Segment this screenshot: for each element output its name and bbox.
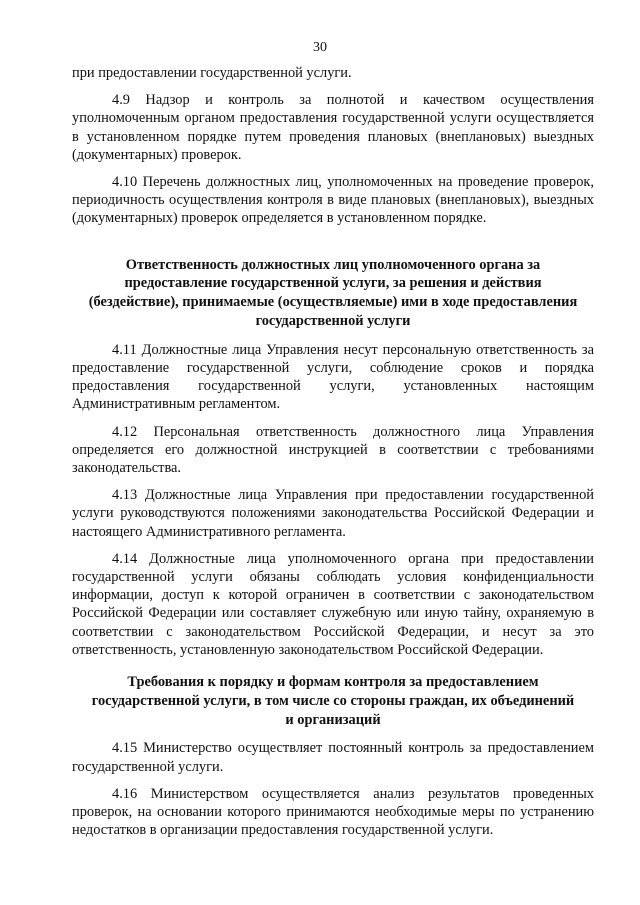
heading-line: и организаций [285,711,381,728]
heading-line: Ответственность должностных лиц уполномоченного органа за [125,256,541,273]
document-body [72,64,594,848]
section-heading-control-requirements [72,673,594,729]
heading-line: (бездействие), принимаемые (осуществляемые) ими в ходе предоставления [88,294,578,311]
heading-line: предоставление государственной услуги, за решения и действия [124,275,542,292]
clause-4-13: 4.13 Должностные лица Управления при предоставлении государственной услуги руководствуются положениями законодательства Российской Федерации и настоящего Административного регламента. [72,487,594,540]
heading-line: государственной услуги, в том числе со стороны граждан, их объединений [91,692,575,709]
clause-4-10: 4.10 Перечень должностных лиц, уполномоченных на проведение проверок, периодичность осуществления контроля в виде плановых (внеплановых), выездных (документарных) проверок определяется в установленном порядке. [72,174,594,227]
heading-line: государственной услуги [255,313,411,330]
continued-paragraph: при предоставлении государственной услуги. [72,65,352,81]
page-number: 30 [313,40,327,55]
clause-4-15: 4.15 Министерство осуществляет постоянный контроль за предоставлением государственной услуги. [72,740,594,775]
section-heading-responsibility [72,256,594,331]
clause-4-16: 4.16 Министерством осуществляется анализ результатов проведенных проверок, на основании которого принимаются необходимые меры по устранению недостатков в организации предоставления государственной услуги. [72,785,594,839]
heading-line: Требования к порядку и формам контроля за предоставлением [127,674,539,691]
clause-4-11: 4.11 Должностные лица Управления несут персональную ответственность за предоставление государственной услуги, соблюдение сроков и порядка предоставления государственной услуги, установленных настоящим Административным регламентом. [72,341,594,413]
clause-4-12: 4.12 Персональная ответственность должностного лица Управления определяется его должностной инструкцией в соответствии с требованиями законодательства. [72,423,594,477]
clause-4-14: 4.14 Должностные лица уполномоченного органа при предоставлении государственной услуги обязаны соблюдать условия конфиденциальности информации, доступ к которой ограничен в соответствии с законодательством Российской Федерации или составляет служебную или иную тайну, охраняемую в соответствии с законодательством Российской Федерации, и несут за это ответственность, установленную законодательством Российской Федерации. [72,550,594,658]
clause-4-9: 4.9 Надзор и контроль за полнотой и качеством осуществления уполномоченным органом предоставления государственной услуги осуществляется в установленном порядке путем проведения плановых (внеплановых) выездных (документарных) проверок. [72,92,594,163]
